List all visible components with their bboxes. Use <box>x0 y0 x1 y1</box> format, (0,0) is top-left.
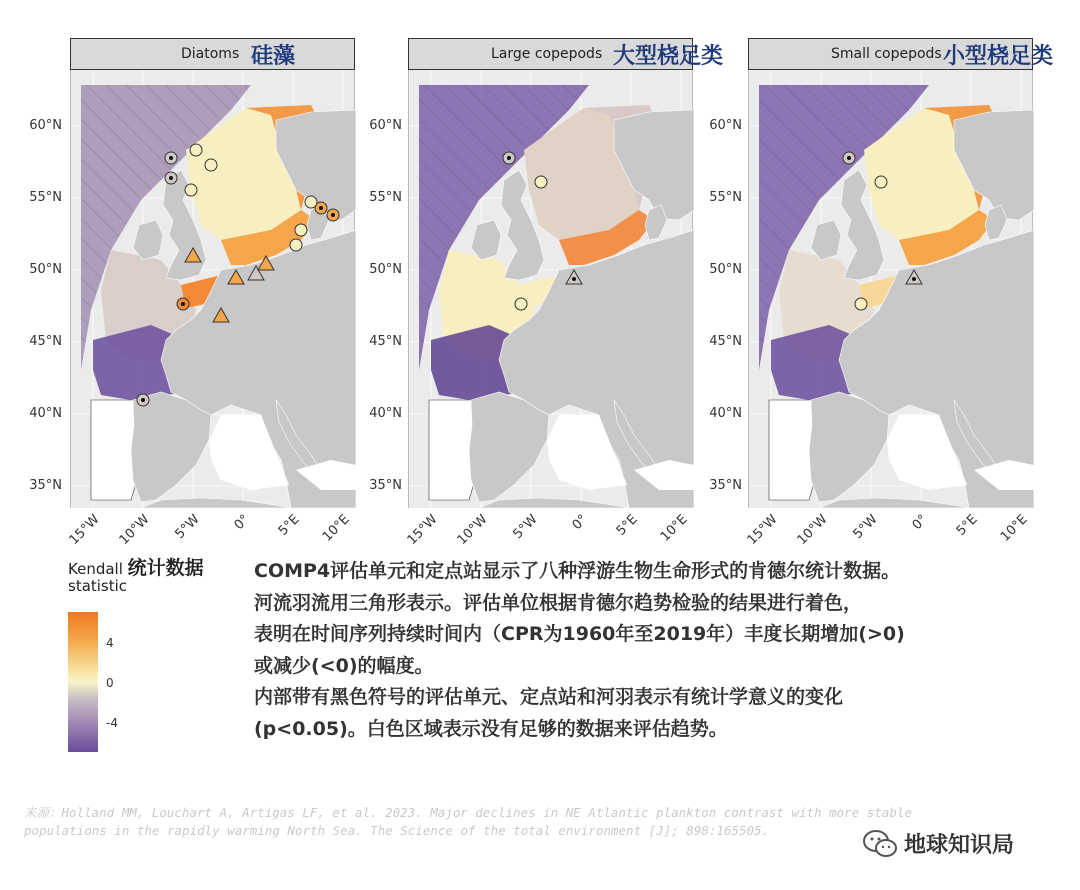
lon-label: 10°E <box>997 512 1031 545</box>
map-svg <box>749 70 1034 508</box>
lat-label: 50°N <box>29 262 62 277</box>
panel-title-en: Small copepods <box>831 46 942 62</box>
panel-title-zh: 小型桡足类 <box>943 44 1054 69</box>
lon-label: 10°W <box>454 512 491 548</box>
lat-label: 45°N <box>709 334 742 349</box>
lat-label: 50°N <box>369 262 402 277</box>
lon-label: 5°E <box>953 512 981 539</box>
lat-label: 45°N <box>29 334 62 349</box>
lat-label: 60°N <box>369 118 402 133</box>
panel-title-en: Diatoms <box>181 46 240 62</box>
map-plot <box>70 70 355 508</box>
lon-label: 5°W <box>510 512 541 543</box>
panel-title-strip <box>408 38 724 70</box>
lon-label: 15°W <box>744 512 781 548</box>
lon-label: 0° <box>909 512 931 534</box>
lat-label: 55°N <box>369 190 402 205</box>
lon-label: 0° <box>231 512 253 534</box>
legend-tick: 0 <box>106 676 114 690</box>
lon-label: 10°E <box>319 512 353 545</box>
lon-label: 5°W <box>850 512 881 543</box>
map-plot <box>408 70 693 508</box>
lat-label: 40°N <box>29 406 62 421</box>
panel-diatoms <box>70 38 355 508</box>
figure-caption <box>254 556 1074 745</box>
brand-name: 地球知识局 <box>904 833 1015 858</box>
caption-line: (p<0.05)。白色区域表示没有足够的数据来评估趋势。 <box>254 717 728 740</box>
legend-title-zh: 统计数据 <box>127 557 204 579</box>
wechat-icon <box>862 829 898 859</box>
map-svg <box>409 70 694 508</box>
legend-tick: -4 <box>106 716 118 730</box>
caption-line: COMP4评估单元和定点站显示了八种浮游生物生命形式的肯德尔统计数据。 <box>254 560 901 582</box>
map-plot <box>748 70 1033 508</box>
panel-title-strip <box>748 38 1054 70</box>
legend-tick: 4 <box>106 636 114 650</box>
lat-label: 40°N <box>369 406 402 421</box>
source-line: populations in the rapidly warming North Sea. The Science of the total environment [J]; 898:165505. <box>24 823 770 838</box>
lon-label: 10°W <box>116 512 153 548</box>
panel-title-en: Large copepods <box>491 46 603 62</box>
lon-label: 0° <box>569 512 591 534</box>
kendall-legend <box>68 557 268 760</box>
caption-line: 或减少(<0)的幅度。 <box>254 654 434 677</box>
legend-colorbar <box>68 612 98 752</box>
caption-line: 表明在时间序列持续时间内（CPR为1960年至2019年）丰度长期增加(>0) <box>254 623 905 645</box>
lat-label: 50°N <box>709 262 742 277</box>
lon-label: 5°E <box>275 512 303 539</box>
map-svg <box>71 70 356 508</box>
lat-label: 35°N <box>29 478 62 493</box>
lon-label: 10°W <box>794 512 831 548</box>
lon-label: 15°W <box>404 512 441 548</box>
lat-label: 45°N <box>369 334 402 349</box>
panel-title-zh: 大型桡足类 <box>613 44 724 69</box>
lon-label: 10°E <box>657 512 691 545</box>
lon-label: 15°W <box>66 512 103 548</box>
lat-label: 35°N <box>709 478 742 493</box>
panel-title-strip <box>70 38 355 70</box>
lat-label: 40°N <box>709 406 742 421</box>
caption-line: 河流羽流用三角形表示。评估单位根据肯德尔趋势检验的结果进行着色， <box>254 591 863 614</box>
source-citation <box>24 804 912 840</box>
lat-label: 55°N <box>29 190 62 205</box>
lat-label: 60°N <box>29 118 62 133</box>
lon-label: 5°W <box>172 512 203 543</box>
lat-label: 60°N <box>709 118 742 133</box>
legend-title-en: Kendall <box>68 560 123 578</box>
panel-large-copepods <box>408 38 724 508</box>
panel-title-zh: 硅藻 <box>251 44 296 69</box>
brand-watermark <box>862 828 1014 859</box>
lat-label: 35°N <box>369 478 402 493</box>
caption-line: 内部带有黑色符号的评估单元、定点站和河羽表示有统计学意义的变化 <box>254 686 844 708</box>
legend-title <box>68 557 268 595</box>
lat-label: 55°N <box>709 190 742 205</box>
legend-title-en-2: statistic <box>68 577 128 595</box>
source-line: 来源：Holland MM, Louchart A, Artigas LF, et al. 2023. Major declines in NE Atlantic plankton contrast with more stable <box>24 805 912 820</box>
lon-label: 5°E <box>613 512 641 539</box>
panel-small-copepods <box>748 38 1054 508</box>
